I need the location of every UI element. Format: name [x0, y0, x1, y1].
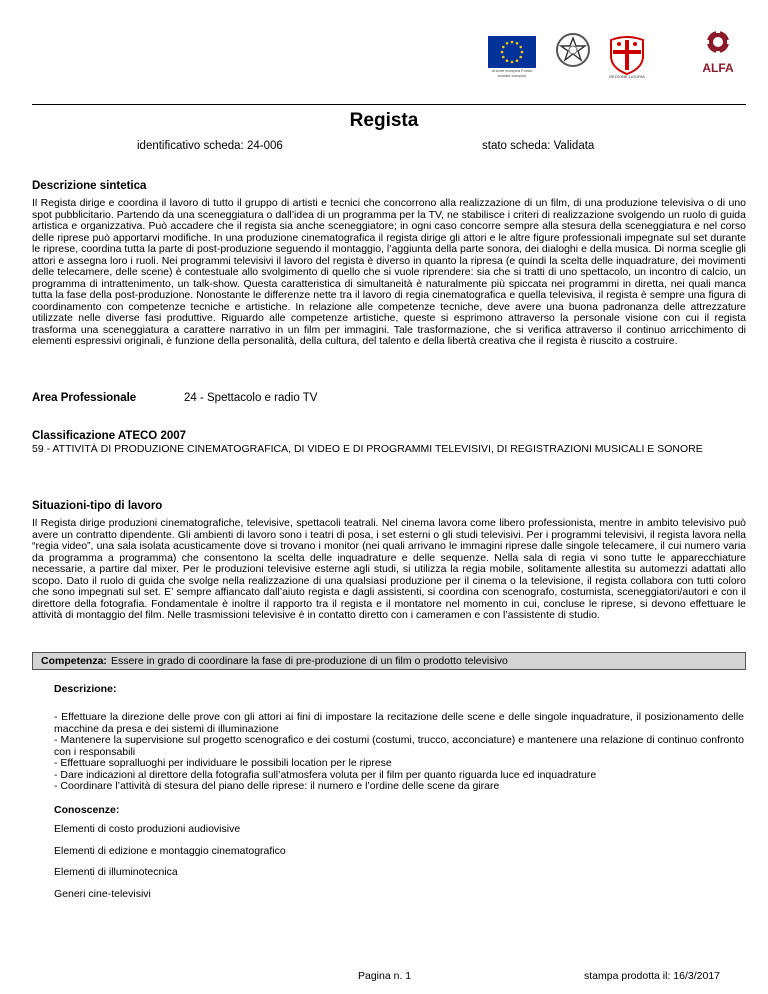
- italian-republic-emblem-icon: [555, 32, 591, 68]
- ateco-text: 59 - ATTIVITÀ DI PRODUZIONE CINEMATOGRAFICA, DI VIDEO E DI PROGRAMMI TELEVISIVI, DI REGISTRAZIONI MUSICALI E SONORE: [32, 443, 703, 455]
- conoscenza-item: Generi cine-televisivi: [54, 888, 151, 900]
- descrizione-title: Descrizione sintetica: [32, 180, 147, 192]
- conoscenza-item: Elementi di costo produzioni audiovisive: [54, 823, 241, 835]
- competenza-text: Essere in grado di coordinare la fase di pre-produzione di un film o prodotto televisivo: [111, 655, 508, 667]
- alfa-logo-text: ALFA: [702, 61, 734, 75]
- situazioni-title: Situazioni-tipo di lavoro: [32, 500, 163, 512]
- descrizione-text: Il Regista dirige e coordina il lavoro di tutto il gruppo di artisti e tecnici che concorrono alla realizzazione di un film, di una produzione televisiva o di uno spot pubblicitario. Partendo da una sceneggiatura o dall’idea di un programma per la TV, ne stabilisce i criteri di realizzazione svolgendo un ruolo di guida artistica e organizzativa. Può accadere che il regista sia anche sceneggiatore; in ogni caso concorre sempre alla stesura della sceneggiatura e nel corso delle riprese può apportarvi modifiche. In una produzione cinematografica il regista dirige gli attori e le altre figure professionali impegnate sul set durante le riprese, coordina tutta la parte di post-produzione seguendo il montaggio, l’aggiunta della parte sonora, dei dialoghi e della musica. Di norma sceglie gli attori e assegna loro i ruoli. Nei programmi televisivi il lavoro del regista è diverso in quanto la ripresa (e quindi la scelta delle inquadrature, dei movimenti delle telecamere, delle scene) è contestuale allo svolgimento di quello che si vuole riprendere: sia che si tratti di uno spettacolo, un incontro di calcio, un programma di intrattenimento, un talk-show. Questa caratteristica di simultaneità è naturalmente più spiccata nei programmi in diretta, nei quali manca tutta la fase della post-produzione. Nonostante le differenze nette tra il lavoro di regia cinematografica e quella televisiva, il regista è sempre una figura di coordinamento con competenze tecniche e artistiche. In relazione alle competenze tecniche, deve avere una buona padronanza delle attrezzature utilizzate nelle diverse fasi produttive. Riguardo alle competenze artistiche, queste si esprimono attraverso la personale visione con cui il regista trasforma una sceneggiatura a carattere narrativo in un film per immagini. Tale trasformazione, che si verifica attraverso il continuo arricchimento di elementi espressivi originali, è funzione della personalità, della cultura, del talento e della libertà creativa che il regista è riuscito a costruire.: [32, 197, 746, 347]
- scheda-status: stato scheda: Validata: [482, 140, 595, 152]
- region-caption: REGIONE LIGURIA: [609, 74, 645, 79]
- print-date: stampa prodotta il: 16/3/2017: [584, 970, 721, 982]
- page-title: Regista: [349, 110, 419, 131]
- situazioni-text: Il Regista dirige produzioni cinematografiche, televisive, spettacoli teatrali. Nel cinema lavora come libero professionista, mentre in ambito televisivo può avere un contratto dipendente. Gli ambienti di lavoro sono i teatri di posa, i set esterni o gli studi televisivi. Per i programmi televisivi, il regista lavora nella “regia video”, una sala isolata acusticamente dove si trovano i monitor (nei quali arrivano le immagini riprese dalle singole telecamere, il cui numero varia da programma a programma) che consentono la scelta delle inquadrature e delle sequenze. Nella sala di regia vi sono tutte le apparecchiature necessarie, a partire dal mixer. Per le produzioni televisive esterne agli studi, si utilizza la regia mobile, solitamente allestita su automezzi adattati allo scopo. Dato il ruolo di guida che svolge nella realizzazione di una qualsiasi produzione per il cinema o la televisione, il regista collabora con tutti coloro che sono impegnati sul set. E’ sempre affiancato dall’aiuto regista e dagli assistenti, si coordina con scenografo, costumista, sceneggiatori/autori e con il direttore della fotografia. Fondamentale è inoltre il rapporto tra il regista e il montatore nel momento in cui, concluse le riprese, si devono effettuare le attività di montaggio del film. Nelle trasmissioni televisive è in contatto diretto con i cameramen e con l’assistente di studio.: [32, 517, 746, 621]
- competenza-descrizione-list: [54, 712, 744, 793]
- header-divider: [32, 104, 746, 105]
- competenza-descrizione-label: Descrizione:: [54, 683, 117, 695]
- header-logos: [488, 28, 748, 78]
- list-item: - Effettuare la direzione delle prove con gli attori ai fini di impostare la recitazione delle scene e delle singole inquadrature, il posizionamento delle macchine da presa e dei sistemi di illuminazione: [54, 711, 744, 735]
- list-item: - Effettuare sopralluoghi per individuare le possibili location per le riprese: [54, 757, 392, 769]
- ateco-title: Classificazione ATECO 2007: [32, 430, 187, 442]
- list-item: - Mantenere la supervisione sul progetto scenografico e dei costumi (costumi, trucco, acconciature) e mantenere una relazione di continuo confronto con i responsabili: [54, 734, 744, 758]
- area-label: Area Professionale: [32, 392, 137, 404]
- conoscenza-item: Elementi di illuminotecnica: [54, 866, 178, 878]
- competenza-label: Competenza:: [41, 655, 107, 667]
- competenza-box: [32, 652, 746, 670]
- conoscenze-label: Conoscenze:: [54, 804, 120, 816]
- eu-flag-logo: [488, 36, 536, 68]
- page-number: Pagina n. 1: [358, 970, 412, 982]
- list-item: - Coordinare l’attività di stesura del piano delle riprese: il numero e l’ordine delle scene da girare: [54, 780, 500, 792]
- alfa-logo: [696, 28, 740, 78]
- scheda-id: identificativo scheda: 24-006: [137, 140, 283, 152]
- list-item: - Dare indicazioni al direttore della fotografia sull’atmosfera voluta per il film per quanto riguarda luce ed inquadrature: [54, 768, 597, 781]
- liguria-region-logo: [605, 32, 649, 76]
- eu-caption: Unione europea Fondo sociale europeo: [491, 68, 533, 78]
- area-value: 24 - Spettacolo e radio TV: [184, 392, 318, 404]
- conoscenza-item: Elementi di edizione e montaggio cinematografico: [54, 845, 286, 857]
